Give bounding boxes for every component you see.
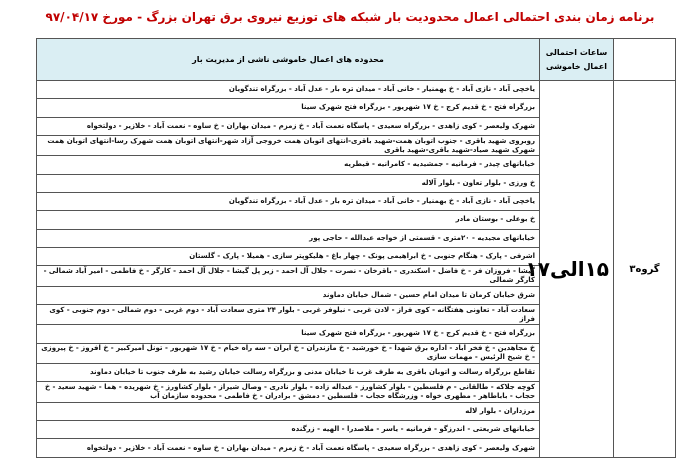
- area-cell: مرزداران - بلوار لاله: [37, 402, 540, 420]
- table-row: [37, 81, 676, 99]
- area-cell: خیابانهای شریعتی - اندرزگو - فرمانیه - یاسر - ملاصدرا - الهیه - زرگنده: [37, 421, 540, 439]
- area-cell: بزرگراه فتح - خ قدیم کرج - خ ۱۷ شهریور - بزرگراه فتح شهرک سینا: [37, 325, 540, 343]
- area-cell: خیابانهای مجیدیه - ۲۰متری - قسمتی از خواجه عبدالله - حاجی پور: [37, 229, 540, 247]
- area-cell: تقاطع بزرگراه رسالت و اتوبان باقری به طرف غرب تا خیابان مدنی و بزرگراه رسالت خیابان رشید به طرف جنوب تا خیابان دماوند: [37, 364, 540, 382]
- group-cell: گروه۳: [614, 81, 676, 458]
- area-cell: اشرفی - پارک - هنگام جنوبی - خ ابراهیمی پونک - چهار باغ - هلیکوپتر سازی - همیلا - پارک - گلستان: [37, 247, 540, 265]
- schedule-table: [36, 38, 676, 458]
- area-cell: شرق خیابان کرمان تا میدان امام حسین - شمال خیابان دماوند: [37, 286, 540, 304]
- area-cell: بزرگراه فتح - خ قدیم کرج - خ ۱۷ شهریور - بزرگراه فتح شهرک سینا: [37, 99, 540, 117]
- area-cell: خیابانهای چیذر - فرمانیه - جمشیدیه - کامرانیه - قیطریه: [37, 156, 540, 174]
- area-cell: گیشا - فروزان فر - خ فاضل - اسکندری - باقرخان - نصرت - جلال آل احمد - زیر پل گیشا - جلال آل احمد - کارگر - خ فاطمی - امیر آباد شمالی - کارگر شمالی: [37, 266, 540, 286]
- area-cell: سعادت آباد - تعاونی هفتگانه - کوی فراز - لادن غربی - نیلوفر غربی - بلوار ۲۴ متری سعادت آباد - دوم غربی - دوم شمالی - دوم جنوبی - کوی فراز: [37, 304, 540, 324]
- area-cell: شهرک ولیعصر - کوی زاهدی - بزرگراه سعیدی - پاسگاه نعمت آباد - خ زمزم - میدان بهاران - خ ساوه - نعمت آباد - خلازیر - دولتخواه: [37, 439, 540, 458]
- table-body: [37, 81, 676, 458]
- group-header-cell: [614, 39, 676, 81]
- area-cell: شهرک ولیعصر - کوی زاهدی - بزرگراه سعیدی - پاسگاه نعمت آباد - خ زمزم - میدان بهاران - خ ساوه - نعمت آباد - خلازیر - دولتخواه: [37, 117, 540, 135]
- time-header: ساعات احتمالی اعمال خاموشی: [540, 39, 614, 81]
- area-cell: یاخچی آباد - نازی آباد - خ بهمنیار - خانی آباد - میدان تره بار - عدل آباد - بزرگراه تندگویان: [37, 192, 540, 210]
- hours-cell: ۱۵الی۱۷: [540, 81, 614, 458]
- area-cell: کوچه جلاکه - طالقانی - م فلسطین - بلوار کشاورز - عبداله زاده - بلوار نادری - وصال شیراز - بلوار کشاورز - خ شهریده - هما - شهید سعید - خ حجاب - باباطاهر - مطهری خواه - وزرشگاه حجاب - فلسطین - دمشق - برادران - خ فاطمی - محدوده سازمان آب: [37, 382, 540, 402]
- header-row: [37, 39, 676, 81]
- area-cell: خ بوعلی - بوستان مادر: [37, 211, 540, 229]
- area-cell: یاخچی آباد - نازی آباد - خ بهمنیار - خانی آباد - میدان تره بار - عدل آباد - بزرگراه تندگویان: [37, 81, 540, 99]
- area-cell: خ مجاهدین - خ فخر آباد - اداره برق شهدا - خ خورشید - خ مازندران - خ ایران - سه راه خیام - خ ۱۷ شهریور - تونل امیرکبیر - خ افروز - خ پیروزی - خ شیخ الرئیس - مهمات سازی: [37, 343, 540, 363]
- area-cell: خ ورزی - بلوار تعاون - بلوار آلاله: [37, 174, 540, 192]
- page-title: برنامه زمان بندی احتمالی اعمال محدودیت بار شبکه های توزیع نیروی برق تهران بزرگ - مورخ ۹۷/۰۴/۱۷: [45, 10, 655, 24]
- area-cell: روبروی شهید باقری - جنوب اتوبان همت-شهید باقری-انتهای اتوبان همت خروجی آزاد شهر-انتهای اتوبان همت شهرک رسا-انتهای اتوبان همت شهرک شهید صیاد-شهید باقری-شهید باقری: [37, 135, 540, 155]
- areas-header: محدوده های اعمال خاموشی ناشی از مدیریت بار: [37, 39, 540, 81]
